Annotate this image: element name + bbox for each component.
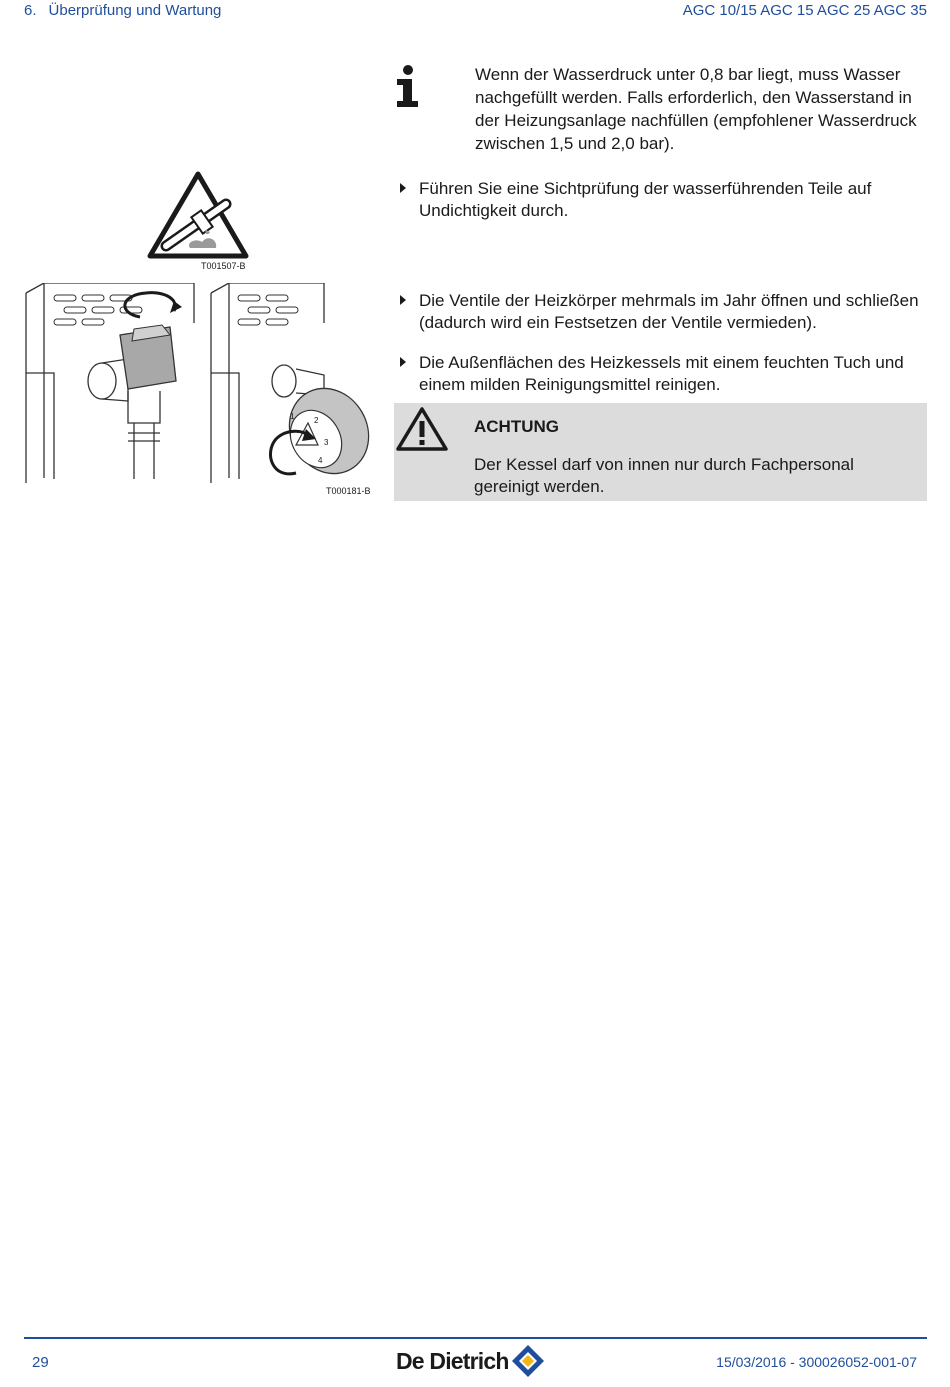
valve-handle-icon [120, 325, 176, 389]
brand-name: De Dietrich [396, 1347, 509, 1374]
figure-label-valves: T000181-B [326, 486, 371, 496]
model-list: AGC 10/15 AGC 15 AGC 25 AGC 35 [682, 2, 927, 19]
page-number: 29 [32, 1354, 49, 1371]
thermostat-mark-3: 3 [324, 438, 329, 447]
thermostat-mark-1: 1 [290, 412, 295, 421]
warning-box [394, 403, 927, 501]
warning-text: Der Kessel darf von innen nur durch Fachpersonal gereinigt werden. [474, 455, 854, 496]
warning-triangle-icon [394, 405, 450, 451]
step-text: Die Außenflächen des Heizkessels mit einem feuchten Tuch und einem milden Reinigungsmittel reinigen. [419, 353, 904, 394]
brand-logo [396, 1343, 546, 1379]
thermostat-mark-2: 2 [314, 416, 319, 425]
bullet-arrow-icon [400, 357, 406, 367]
thermostat-head-icon [274, 374, 374, 483]
info-icon [395, 65, 421, 107]
section-heading [24, 2, 221, 19]
document-reference: 15/03/2016 - 300026052-001-07 [716, 1354, 917, 1370]
figure-label-leak: T001507-B [201, 261, 246, 271]
bullet-arrow-icon [400, 183, 406, 193]
footer-divider [24, 1337, 927, 1339]
info-note-text: Wenn der Wasserdruck unter 0,8 bar liegt, muss Wasser nachgefüllt werden. Falls erforderlich, den Wasserstand in der Heizungsanlage nachfüllen (empfohlener Wasserdruck zwischen 1,5 und 2,0 bar). [475, 65, 917, 153]
brand-diamond-icon [510, 1343, 546, 1379]
bullet-arrow-icon [400, 295, 406, 305]
step-text: Die Ventile der Heizkörper mehrmals im Jahr öffnen und schließen (dadurch wird ein Festsetzen der Ventile vermieden). [419, 291, 919, 332]
section-title: Überprüfung und Wartung [48, 2, 222, 19]
radiator-left-illustration [26, 283, 194, 483]
thermostat-mark-4: 4 [318, 456, 323, 465]
warning-title: ACHTUNG [474, 417, 559, 436]
leak-warning-icon [146, 170, 250, 260]
step-text: Führen Sie eine Sichtprüfung der wasserführenden Teile auf Undichtigkeit durch. [419, 179, 872, 220]
section-number: 6. [24, 2, 37, 19]
radiator-valve-figure [24, 283, 374, 483]
